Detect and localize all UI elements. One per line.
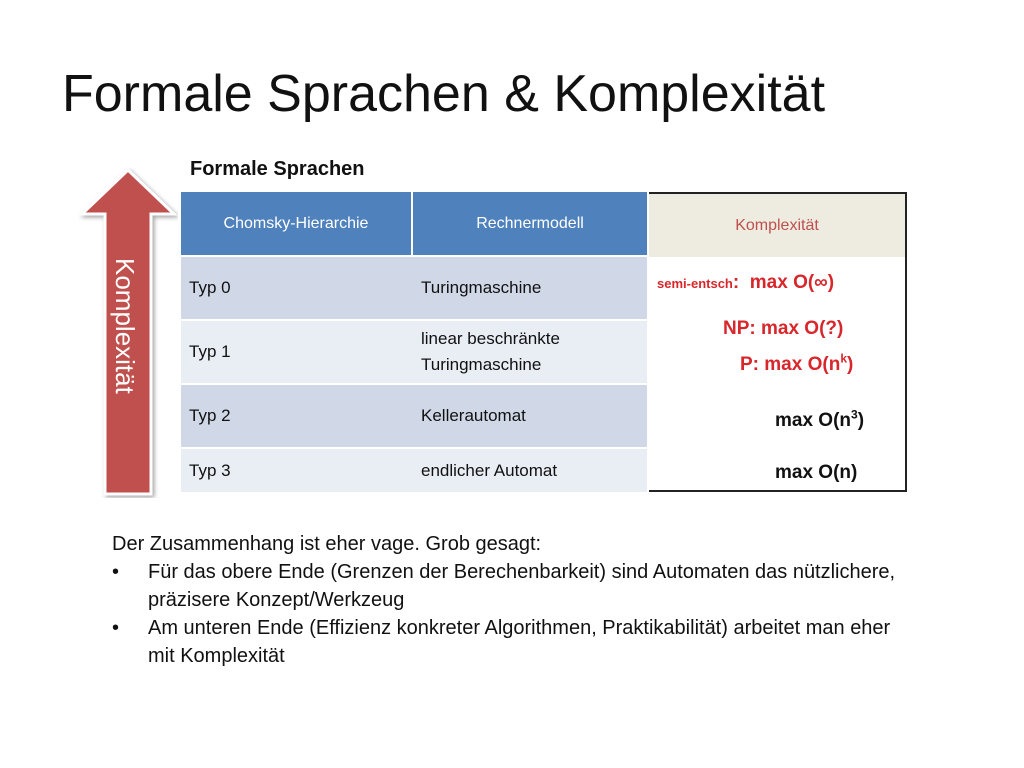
- header-komplexitaet: Komplexität: [649, 194, 905, 257]
- cell-typ: Typ 3: [181, 449, 411, 492]
- cell-model: linear beschränkte Turingmaschine: [413, 321, 647, 383]
- bullet-dot: •: [112, 561, 120, 583]
- cell-model: Turingmaschine: [413, 257, 647, 319]
- complexity-np: NP: max O(?): [723, 318, 844, 339]
- table-caption: Formale Sprachen: [190, 158, 365, 180]
- complexity-typ0: semi-entsch: max O(∞): [657, 272, 835, 293]
- bullet-text: Für das obere Ende (Grenzen der Berechenbarkeit) sind Automaten das nützlichere, präzisere Konzept/Werkzeug: [148, 561, 896, 611]
- cell-model: endlicher Automat: [413, 449, 647, 492]
- header-chomsky: Chomsky-Hierarchie: [181, 192, 411, 255]
- cell-typ: Typ 2: [181, 385, 411, 447]
- complexity-typ2: $\max O(n^3)$: [775, 407, 865, 431]
- complexity-column: [649, 192, 907, 492]
- complexity-arrow-label: Komplexität: [110, 258, 140, 394]
- cell-typ: Typ 1: [181, 321, 411, 383]
- cell-model: Kellerautomat: [413, 385, 647, 447]
- intro-text: Der Zusammenhang ist eher vage. Grob gesagt:: [112, 533, 542, 555]
- cell-typ: Typ 0: [181, 257, 411, 319]
- complexity-typ0-value: max O(∞): [749, 272, 835, 293]
- table-row: [181, 257, 647, 319]
- complexity-p: P: $\max O(n^k)$: [740, 351, 854, 375]
- body-text: [112, 530, 912, 670]
- semi-entsch-label: semi-entsch: [657, 276, 733, 291]
- header-rechnermodell: Rechnermodell: [413, 192, 647, 255]
- bullet-item: [112, 558, 912, 614]
- bullet-item: [112, 614, 912, 670]
- bullet-dot: •: [112, 617, 120, 639]
- table-row: [181, 321, 647, 383]
- table-row: [181, 385, 647, 447]
- slide-title: Formale Sprachen & Komplexität: [62, 65, 826, 123]
- bullet-text: Am unteren Ende (Effizienz konkreter Algorithmen, Praktikabilität) arbeitet man eher mit Komplexität: [148, 617, 891, 667]
- complexity-typ3: max O(n): [775, 462, 858, 483]
- table-row: [181, 449, 647, 492]
- chomsky-table: [181, 192, 907, 492]
